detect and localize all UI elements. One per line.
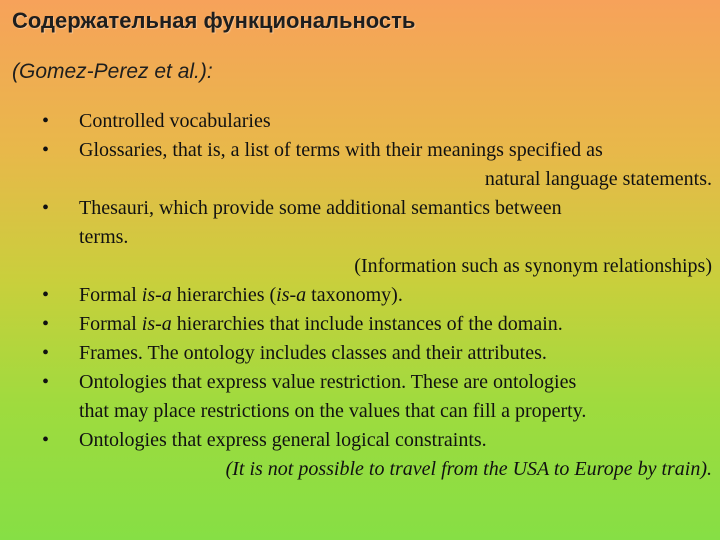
item-example: (It is not possible to travel from the USA to Europe by train). (225, 458, 712, 480)
slide-title: Содержательная функциональность (12, 8, 416, 33)
item-text (79, 310, 712, 339)
text-segment: hierarchies ( (171, 284, 277, 306)
item-text-continued: terms. (79, 226, 129, 248)
text-segment: taxonomy). (306, 284, 403, 306)
list-item-formal-isa-instances (0, 310, 720, 339)
bullet-icon: • (42, 284, 50, 306)
list-item-frames (0, 339, 720, 368)
item-text-continued: that may place restrictions on the values that can fill a property. (79, 400, 587, 422)
item-text: Glossaries, that is, a list of terms with their meanings specified as (79, 139, 603, 161)
item-text: Thesauri, which provide some additional semantics between (79, 197, 562, 219)
text-segment: Formal (79, 284, 142, 306)
isa-term: is-a (141, 284, 172, 306)
item-text-note: (Information such as synonym relationships) (354, 255, 712, 277)
bullet-icon: • (42, 429, 50, 451)
list-item-value-restriction (0, 368, 720, 426)
bullet-list (0, 107, 720, 484)
list-item-controlled-vocabularies (0, 107, 720, 136)
bullet-icon: • (42, 139, 50, 161)
bottom-edge (0, 534, 720, 540)
bullet-icon: • (42, 197, 50, 219)
text-segment: Formal (79, 313, 142, 335)
list-item-logical-constraints (0, 426, 720, 484)
list-item-thesauri (0, 194, 720, 281)
bullet-icon: • (42, 371, 50, 393)
item-text (79, 281, 712, 310)
bullet-icon: • (42, 342, 50, 364)
bullet-icon: • (42, 313, 50, 335)
item-text-continued: natural language statements. (484, 168, 712, 190)
bullet-icon: • (42, 110, 50, 132)
isa-term: is-a (276, 284, 307, 306)
list-item-formal-isa-hierarchies (0, 281, 720, 310)
item-text: Controlled vocabularies (79, 110, 271, 132)
item-text: Ontologies that express general logical constraints. (79, 429, 487, 451)
item-text: Ontologies that express value restriction. These are ontologies (79, 371, 577, 393)
list-item-glossaries (0, 136, 720, 194)
slide-subtitle: (Gomez-Perez et al.): (12, 60, 213, 83)
item-text: Frames. The ontology includes classes and their attributes. (79, 342, 547, 364)
text-segment: hierarchies that include instances of the domain. (171, 313, 563, 335)
isa-term: is-a (141, 313, 172, 335)
